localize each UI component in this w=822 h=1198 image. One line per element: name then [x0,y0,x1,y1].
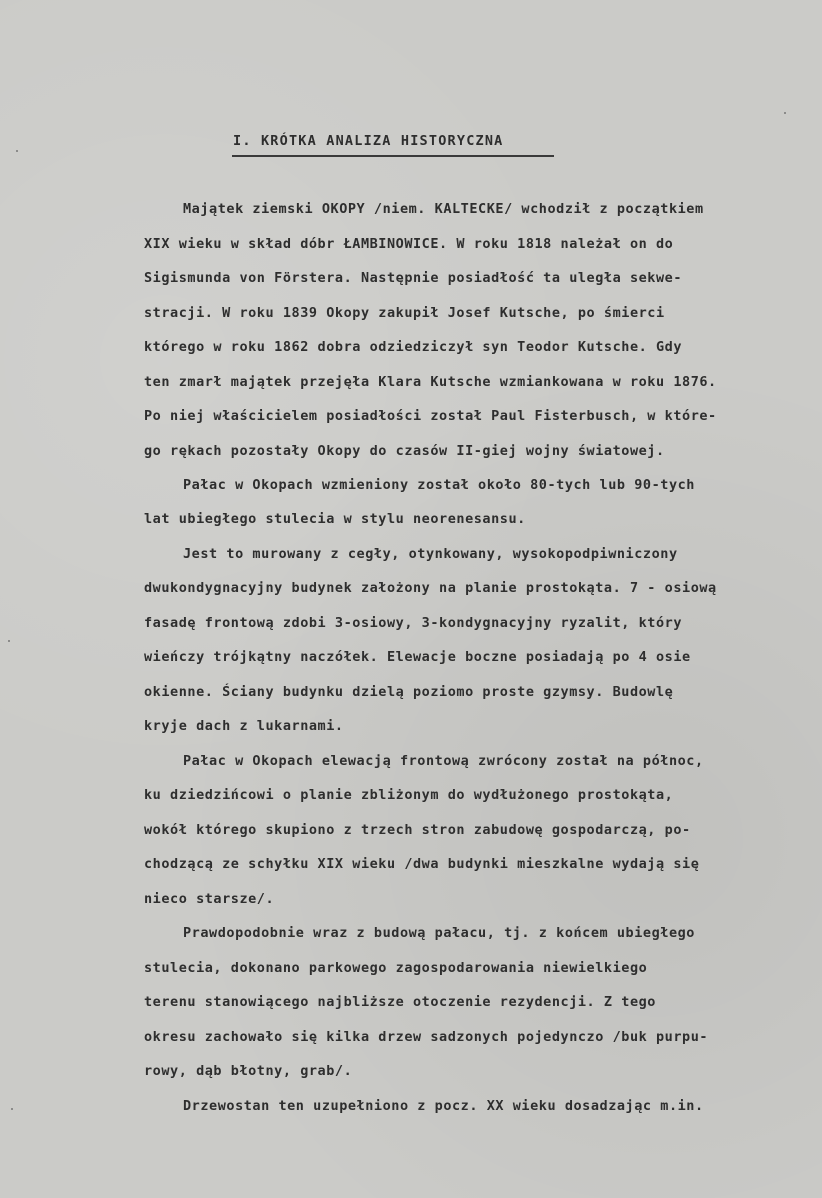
scan-speck [16,150,18,152]
text-line: okresu zachowało się kilka drzew sadzonych pojedynczo /buk purpu- [144,1029,709,1045]
text-line: Pałac w Okopach elewacją frontową zwrócony został na północ, [183,753,704,769]
text-line: Majątek ziemski OKOPY /niem. KALTECKE/ wchodził z początkiem [183,201,704,217]
text-line: nieco starsze/. [144,891,275,907]
text-line: chodzącą ze schyłku XIX wieku /dwa budynki mieszkalne wydają się [144,856,700,872]
text-line: ku dziedzińcowi o planie zbliżonym do wydłużonego prostokąta, [144,787,674,803]
text-line: Prawdopodobnie wraz z budową pałacu, tj. z końcem ubiegłego [183,925,695,941]
heading-underline [232,155,554,157]
text-line: wokół którego skupiono z trzech stron zabudowę gospodarczą, po- [144,822,691,838]
text-line: kryje dach z lukarnami. [144,718,344,734]
scan-speck [8,640,10,642]
text-line: XIX wieku w skład dóbr ŁAMBINOWICE. W roku 1818 należał on do [144,236,674,252]
text-line: Jest to murowany z cegły, otynkowany, wysokopodpiwniczony [183,546,678,562]
text-line: okienne. Ściany budynku dzielą poziomo proste gzymsy. Budowlę [144,684,674,700]
text-line: ten zmarł majątek przejęła Klara Kutsche wzmiankowana w roku 1876. [144,374,717,390]
text-line: go rękach pozostały Okopy do czasów II-giej wojny światowej. [144,443,665,459]
scan-speck [784,112,786,114]
scan-speck [11,1108,13,1110]
text-line: stracji. W roku 1839 Okopy zakupił Josef Kutsche, po śmierci [144,305,665,321]
text-line: Sigismunda von Förstera. Następnie posiadłość ta uległa sekwe- [144,270,683,286]
text-line: którego w roku 1862 dobra odziedziczył syn Teodor Kutsche. Gdy [144,339,683,355]
section-heading: I. KRÓTKA ANALIZA HISTORYCZNA [233,133,504,149]
text-line: Drzewostan ten uzupełniono z pocz. XX wieku dosadzając m.in. [183,1098,704,1114]
text-line: dwukondygnacyjny budynek założony na planie prostokąta. 7 - osiową [144,580,717,596]
text-line: fasadę frontową zdobi 3-osiowy, 3-kondygnacyjny ryzalit, który [144,615,683,631]
text-line: lat ubiegłego stulecia w stylu neorenesansu. [144,511,526,527]
text-line: stulecia, dokonano parkowego zagospodarowania niewielkiego [144,960,648,976]
text-line: terenu stanowiącego najbliższe otoczenie rezydencji. Z tego [144,994,656,1010]
text-line: wieńczy trójkątny naczółek. Elewacje boczne posiadają po 4 osie [144,649,691,665]
text-line: Pałac w Okopach wzmieniony został około 80-tych lub 90-tych [183,477,695,493]
text-line: Po niej właścicielem posiadłości został Paul Fisterbusch, w które- [144,408,717,424]
text-line: rowy, dąb błotny, grab/. [144,1063,353,1079]
